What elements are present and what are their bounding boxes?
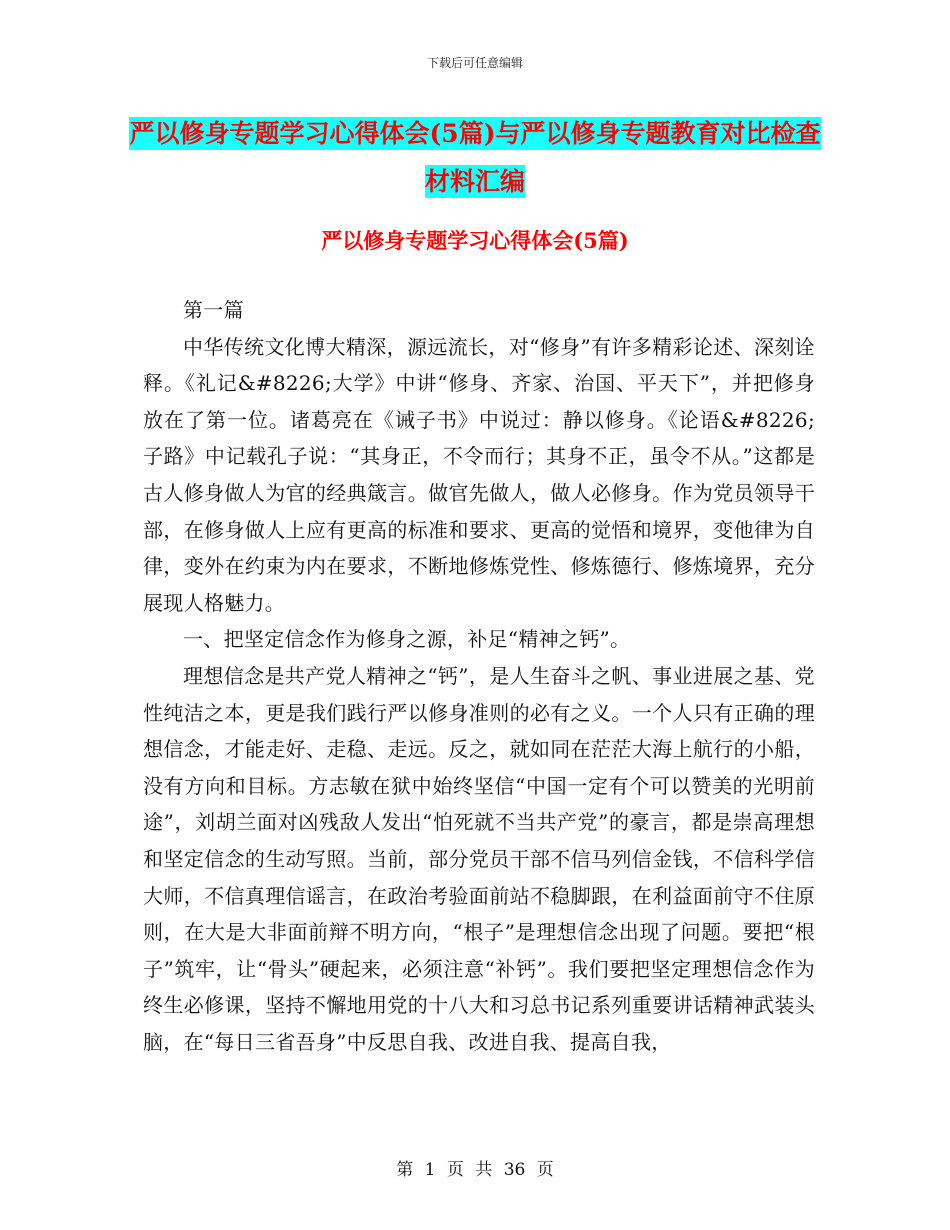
document-body — [143, 292, 815, 1060]
paragraph: 中华传统文化博大精深，源远流长，对“修身”有许多精彩论述、深刻诠释。《礼记&#8226;大学》中讲“修身、齐家、治国、平天下”，并把修身放在了第一位。诸葛亮在《诫子书》中说过：静以修身。《论语&#8226;子路》中记载孔子说：“其身正，不令而行；其身不正，虽令不从。”这都是古人修身做人为官的经典箴言。做官先做人，做人必修身。作为党员领导干部，在修身做人上应有更高的标准和要求、更高的觉悟和境界，变他律为自律，变外在约束为内在要求，不断地修炼党性、修炼德行、修炼境界，充分展现人格魅力。 — [143, 334, 815, 615]
paragraph-subheading: 一、把坚定信念作为修身之源，补足“精神之钙”。 — [183, 627, 631, 652]
page-number: 第 1 页 共 36 页 — [396, 1160, 554, 1180]
header-note: 下载后可任意编辑 — [426, 56, 523, 70]
section-title: 严以修身专题学习心得体会(5篇) — [321, 228, 629, 253]
paragraph: 理想信念是共产党人精神之“钙”，是人生奋斗之帆、事业进展之基、党性纯洁之本，更是我们践行严以修身准则的必有之义。一个人只有正确的理想信念，才能走好、走稳、走远。反之，就如同在茫茫大海上航行的小船，没有方向和目标。方志敏在狱中始终坚信“中国一定有个可以赞美的光明前途”，刘胡兰面对凶残敌人发出“怕死就不当共产党”的豪言，都是崇高理想和坚定信念的生动写照。当前，部分党员干部不信马列信金钱，不信科学信大师，不信真理信谣言，在政治考验面前站不稳脚跟，在利益面前守不住原则，在大是大非面前辩不明方向，“根子”是理想信念出现了问题。要把“根子”筑牢，让“骨头”硬起来，必须注意“补钙”。我们要把坚定理想信念作为终生必修课，坚持不懈地用党的十八大和习总书记系列重要讲话精神武装头脑，在“每日三省吾身”中反思自我、改进自我、提高自我， — [143, 663, 815, 1054]
document-title-text: 严以修身专题学习心得体会(5篇)与严以修身专题教育对比检查材料汇编 — [129, 119, 821, 196]
paragraph-heading: 第一篇 — [183, 298, 244, 322]
document-title — [120, 110, 830, 206]
